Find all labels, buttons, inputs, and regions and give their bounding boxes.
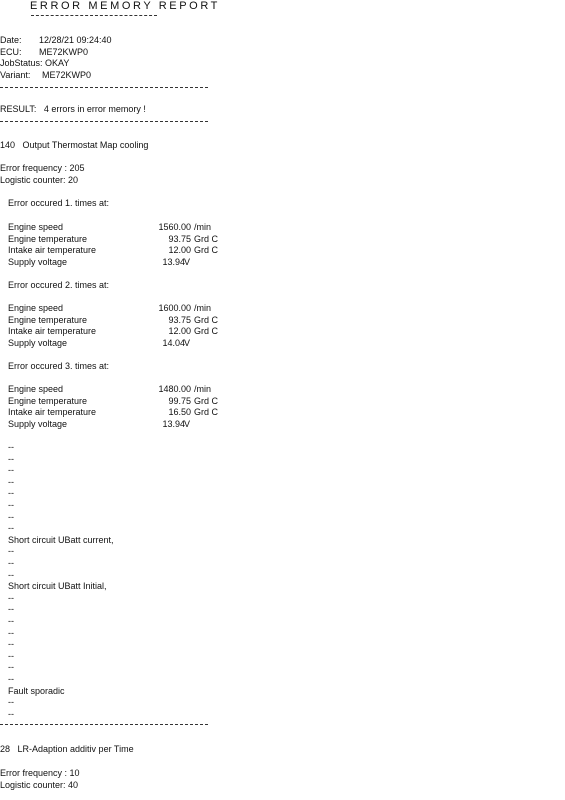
measure-value: 1600.00 bbox=[158, 303, 191, 313]
measure-unit: V bbox=[184, 337, 191, 348]
error-frequency: Error frequency : 205 bbox=[0, 163, 85, 173]
header-date bbox=[0, 35, 112, 47]
report-title: ERROR MEMORY REPORT bbox=[30, 0, 220, 12]
measure-unit: Grd C bbox=[194, 407, 219, 418]
measure-value: 13.94 bbox=[162, 256, 185, 267]
status-line: -- bbox=[8, 616, 14, 626]
status-line: -- bbox=[8, 604, 14, 615]
status-line: -- bbox=[8, 627, 14, 638]
measure-value: 93.75 bbox=[168, 233, 191, 244]
measure-unit: V bbox=[184, 418, 191, 429]
measure-name: Engine speed bbox=[8, 303, 64, 313]
measure-value: 14.04 bbox=[162, 337, 185, 348]
measure-value: 1480.00 bbox=[158, 384, 191, 394]
measure-value: 99.75 bbox=[168, 395, 191, 406]
status-line: -- bbox=[8, 453, 14, 464]
measure-row bbox=[8, 222, 238, 234]
measure-name: Intake air temperature bbox=[8, 245, 97, 256]
ecu-value: ME72KWP0 bbox=[39, 46, 89, 57]
header-ecu bbox=[0, 47, 88, 59]
ecu-label: ECU: bbox=[0, 46, 22, 57]
occurrence-heading: Error occured 2. times at: bbox=[8, 280, 110, 290]
status-line: -- bbox=[8, 546, 14, 557]
measure-name: Engine temperature bbox=[8, 395, 88, 406]
measure-row bbox=[8, 407, 238, 419]
measure-value: 13.94 bbox=[162, 418, 185, 429]
status-line: -- bbox=[8, 708, 14, 719]
status-line: -- bbox=[8, 476, 14, 487]
header-variant bbox=[0, 70, 91, 82]
measure-row bbox=[8, 338, 238, 350]
status-line: -- bbox=[8, 697, 14, 708]
measure-row bbox=[8, 245, 238, 257]
title-underline bbox=[31, 15, 157, 16]
status-text: Short circuit UBatt Initial, bbox=[8, 581, 107, 592]
measure-name: Engine speed bbox=[8, 222, 64, 232]
status-line: -- bbox=[8, 569, 14, 580]
measure-value: 12.00 bbox=[168, 326, 191, 337]
status-line: -- bbox=[8, 511, 14, 522]
error-heading: 140 Output Thermostat Map cooling bbox=[0, 140, 149, 150]
status-line: -- bbox=[8, 639, 14, 650]
measure-row bbox=[8, 315, 238, 327]
measure-name: Intake air temperature bbox=[8, 407, 97, 418]
occurrence-heading: Error occured 1. times at: bbox=[8, 198, 110, 208]
result-line: RESULT: 4 errors in error memory ! bbox=[0, 104, 146, 114]
variant-label: Variant: bbox=[0, 69, 31, 80]
measure-name: Engine temperature bbox=[8, 314, 88, 325]
status-line: -- bbox=[8, 465, 14, 476]
measure-value: 12.00 bbox=[168, 245, 191, 256]
measure-row bbox=[8, 303, 238, 315]
measure-unit: Grd C bbox=[194, 395, 219, 406]
measure-name: Engine speed bbox=[8, 384, 64, 394]
status-text: Short circuit UBatt current, bbox=[8, 534, 114, 545]
status-line: -- bbox=[8, 558, 14, 568]
measure-unit: Grd C bbox=[194, 233, 219, 244]
status-line: -- bbox=[8, 442, 14, 452]
measure-row bbox=[8, 384, 238, 396]
variant-value: ME72KWP0 bbox=[42, 69, 92, 80]
measure-name: Intake air temperature bbox=[8, 326, 97, 337]
measure-unit: Grd C bbox=[194, 326, 219, 337]
logistic-counter: Logistic counter: 40 bbox=[0, 779, 79, 790]
measure-row bbox=[8, 396, 238, 408]
status-line: -- bbox=[8, 488, 14, 499]
occurrence-heading: Error occured 3. times at: bbox=[8, 361, 110, 371]
separator bbox=[0, 87, 208, 88]
header-jobstatus: JobStatus: OKAY bbox=[0, 58, 70, 69]
date-value: 12/28/21 09:24:40 bbox=[39, 35, 112, 45]
measure-unit: /min bbox=[194, 303, 212, 313]
measure-row bbox=[8, 234, 238, 246]
logistic-counter: Logistic counter: 20 bbox=[0, 174, 79, 185]
measure-name: Engine temperature bbox=[8, 233, 88, 244]
measure-unit: /min bbox=[194, 222, 212, 232]
measure-row bbox=[8, 326, 238, 338]
measure-name: Supply voltage bbox=[8, 337, 68, 348]
measure-row bbox=[8, 419, 238, 431]
measure-value: 1560.00 bbox=[158, 222, 191, 232]
date-label: Date: bbox=[0, 35, 22, 45]
status-line: -- bbox=[8, 500, 14, 510]
separator bbox=[0, 121, 208, 122]
status-line: -- bbox=[8, 592, 14, 603]
measure-unit: Grd C bbox=[194, 245, 219, 256]
measure-value: 93.75 bbox=[168, 314, 191, 325]
separator bbox=[0, 724, 208, 725]
error-heading: 28 LR-Adaption additiv per Time bbox=[0, 744, 134, 754]
status-text: Fault sporadic bbox=[8, 685, 65, 696]
status-line: -- bbox=[8, 674, 14, 684]
measure-row bbox=[8, 257, 238, 269]
measure-name: Supply voltage bbox=[8, 418, 68, 429]
error-frequency: Error frequency : 10 bbox=[0, 768, 80, 778]
status-line: -- bbox=[8, 650, 14, 661]
status-line: -- bbox=[8, 523, 14, 534]
measure-unit: Grd C bbox=[194, 314, 219, 325]
measure-unit: /min bbox=[194, 384, 212, 394]
measure-unit: V bbox=[184, 256, 191, 267]
status-line: -- bbox=[8, 662, 14, 673]
measure-name: Supply voltage bbox=[8, 256, 68, 267]
measure-value: 16.50 bbox=[168, 407, 191, 418]
